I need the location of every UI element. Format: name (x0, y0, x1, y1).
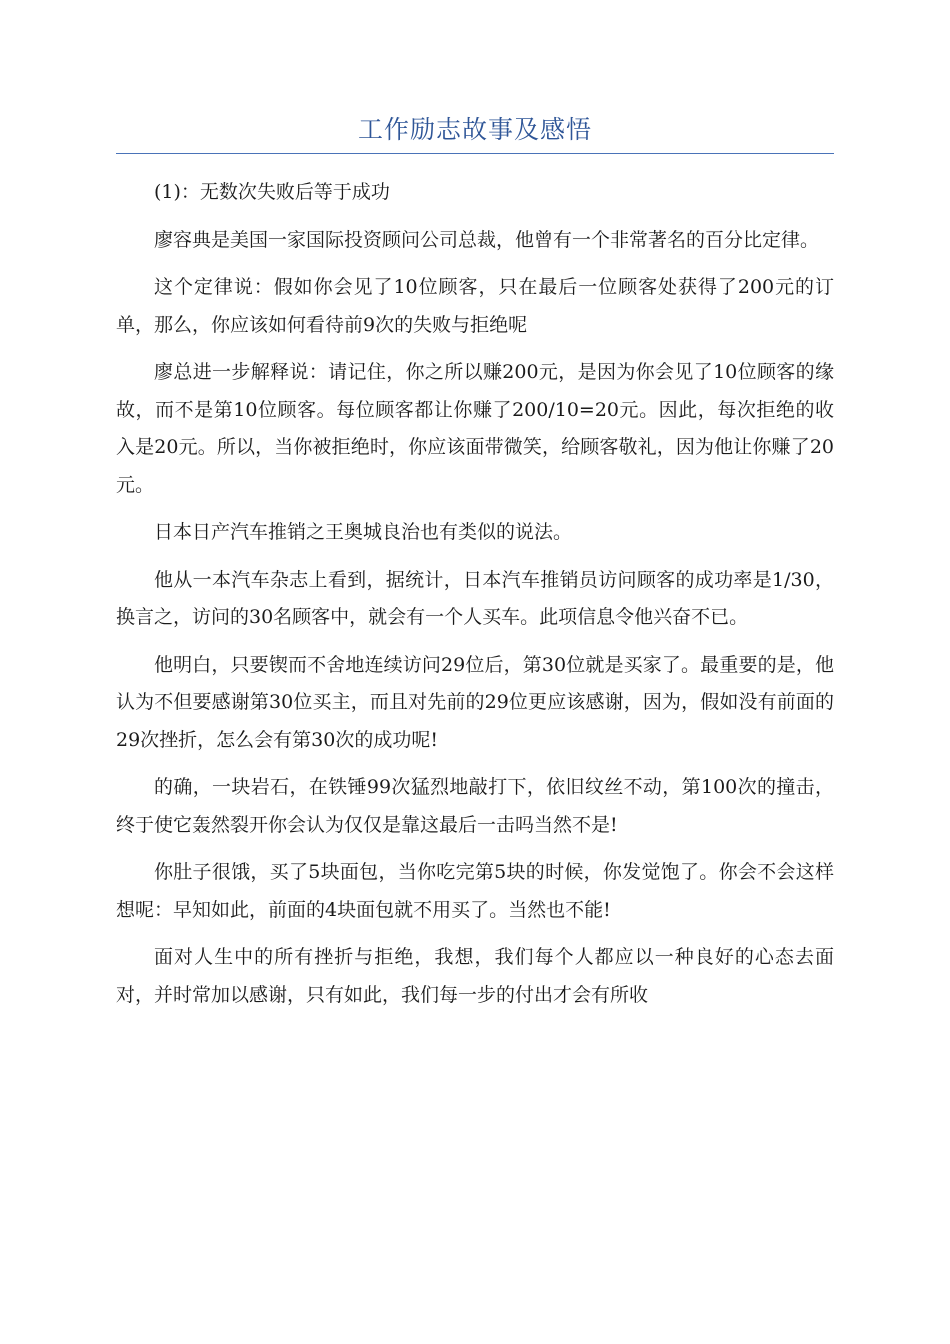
paragraph: 日本日产汽车推销之王奥城良治也有类似的说法。 (154, 521, 573, 543)
paragraph: 廖容典是美国一家国际投资顾问公司总裁，他曾有一个非常著名的百分比定律。 (154, 228, 820, 251)
title-underline (116, 153, 834, 154)
paragraph-subheading: (1)：无数次失败后等于成功 (154, 181, 390, 203)
paragraph: 你肚子很饿，买了5块面包，当你吃完第5块的时候，你发觉饱了。你会不会这样想呢：早知如此，前面的4块面包就不用买了。当然也不能! (116, 861, 834, 921)
paragraph: 他从一本汽车杂志上看到，据统计，日本汽车推销员访问顾客的成功率是1/30，换言之，访问的30名顾客中，就会有一个人买车。此项信息令他兴奋不已。 (116, 568, 834, 628)
paragraph: 这个定律说：假如你会见了10位顾客，只在最后一位顾客处获得了200元的订单，那么，你应该如何看待前9次的失败与拒绝呢 (116, 276, 834, 336)
paragraph: 他明白，只要锲而不舍地连续访问29位后，第30位就是买家了。最重要的是，他认为不但要感谢第30位买主，而且对先前的29位更应该感谢，因为，假如没有前面的29次挫折，怎么会有第30次的成功呢! (116, 653, 834, 751)
paragraph: 廖总进一步解释说：请记住，你之所以赚200元，是因为你会见了10位顾客的缘故，而不是第10位顾客。每位顾客都让你赚了200/10=20元。因此，每次拒绝的收入是20元。所以，当你被拒绝时，你应该面带微笑，给顾客敬礼，因为他让你赚了20元。 (116, 361, 834, 496)
document-body (116, 174, 834, 1024)
paragraph: 的确，一块岩石，在铁锤99次猛烈地敲打下，依旧纹丝不动，第100次的撞击，终于使它轰然裂开你会认为仅仅是靠这最后一击吗当然不是! (116, 776, 834, 836)
paragraph: 面对人生中的所有挫折与拒绝，我想，我们每个人都应以一种良好的心态去面对，并时常加以感谢，只有如此，我们每一步的付出才会有所收 (116, 946, 834, 1006)
document-title: 工作励志故事及感悟 (357, 115, 592, 144)
